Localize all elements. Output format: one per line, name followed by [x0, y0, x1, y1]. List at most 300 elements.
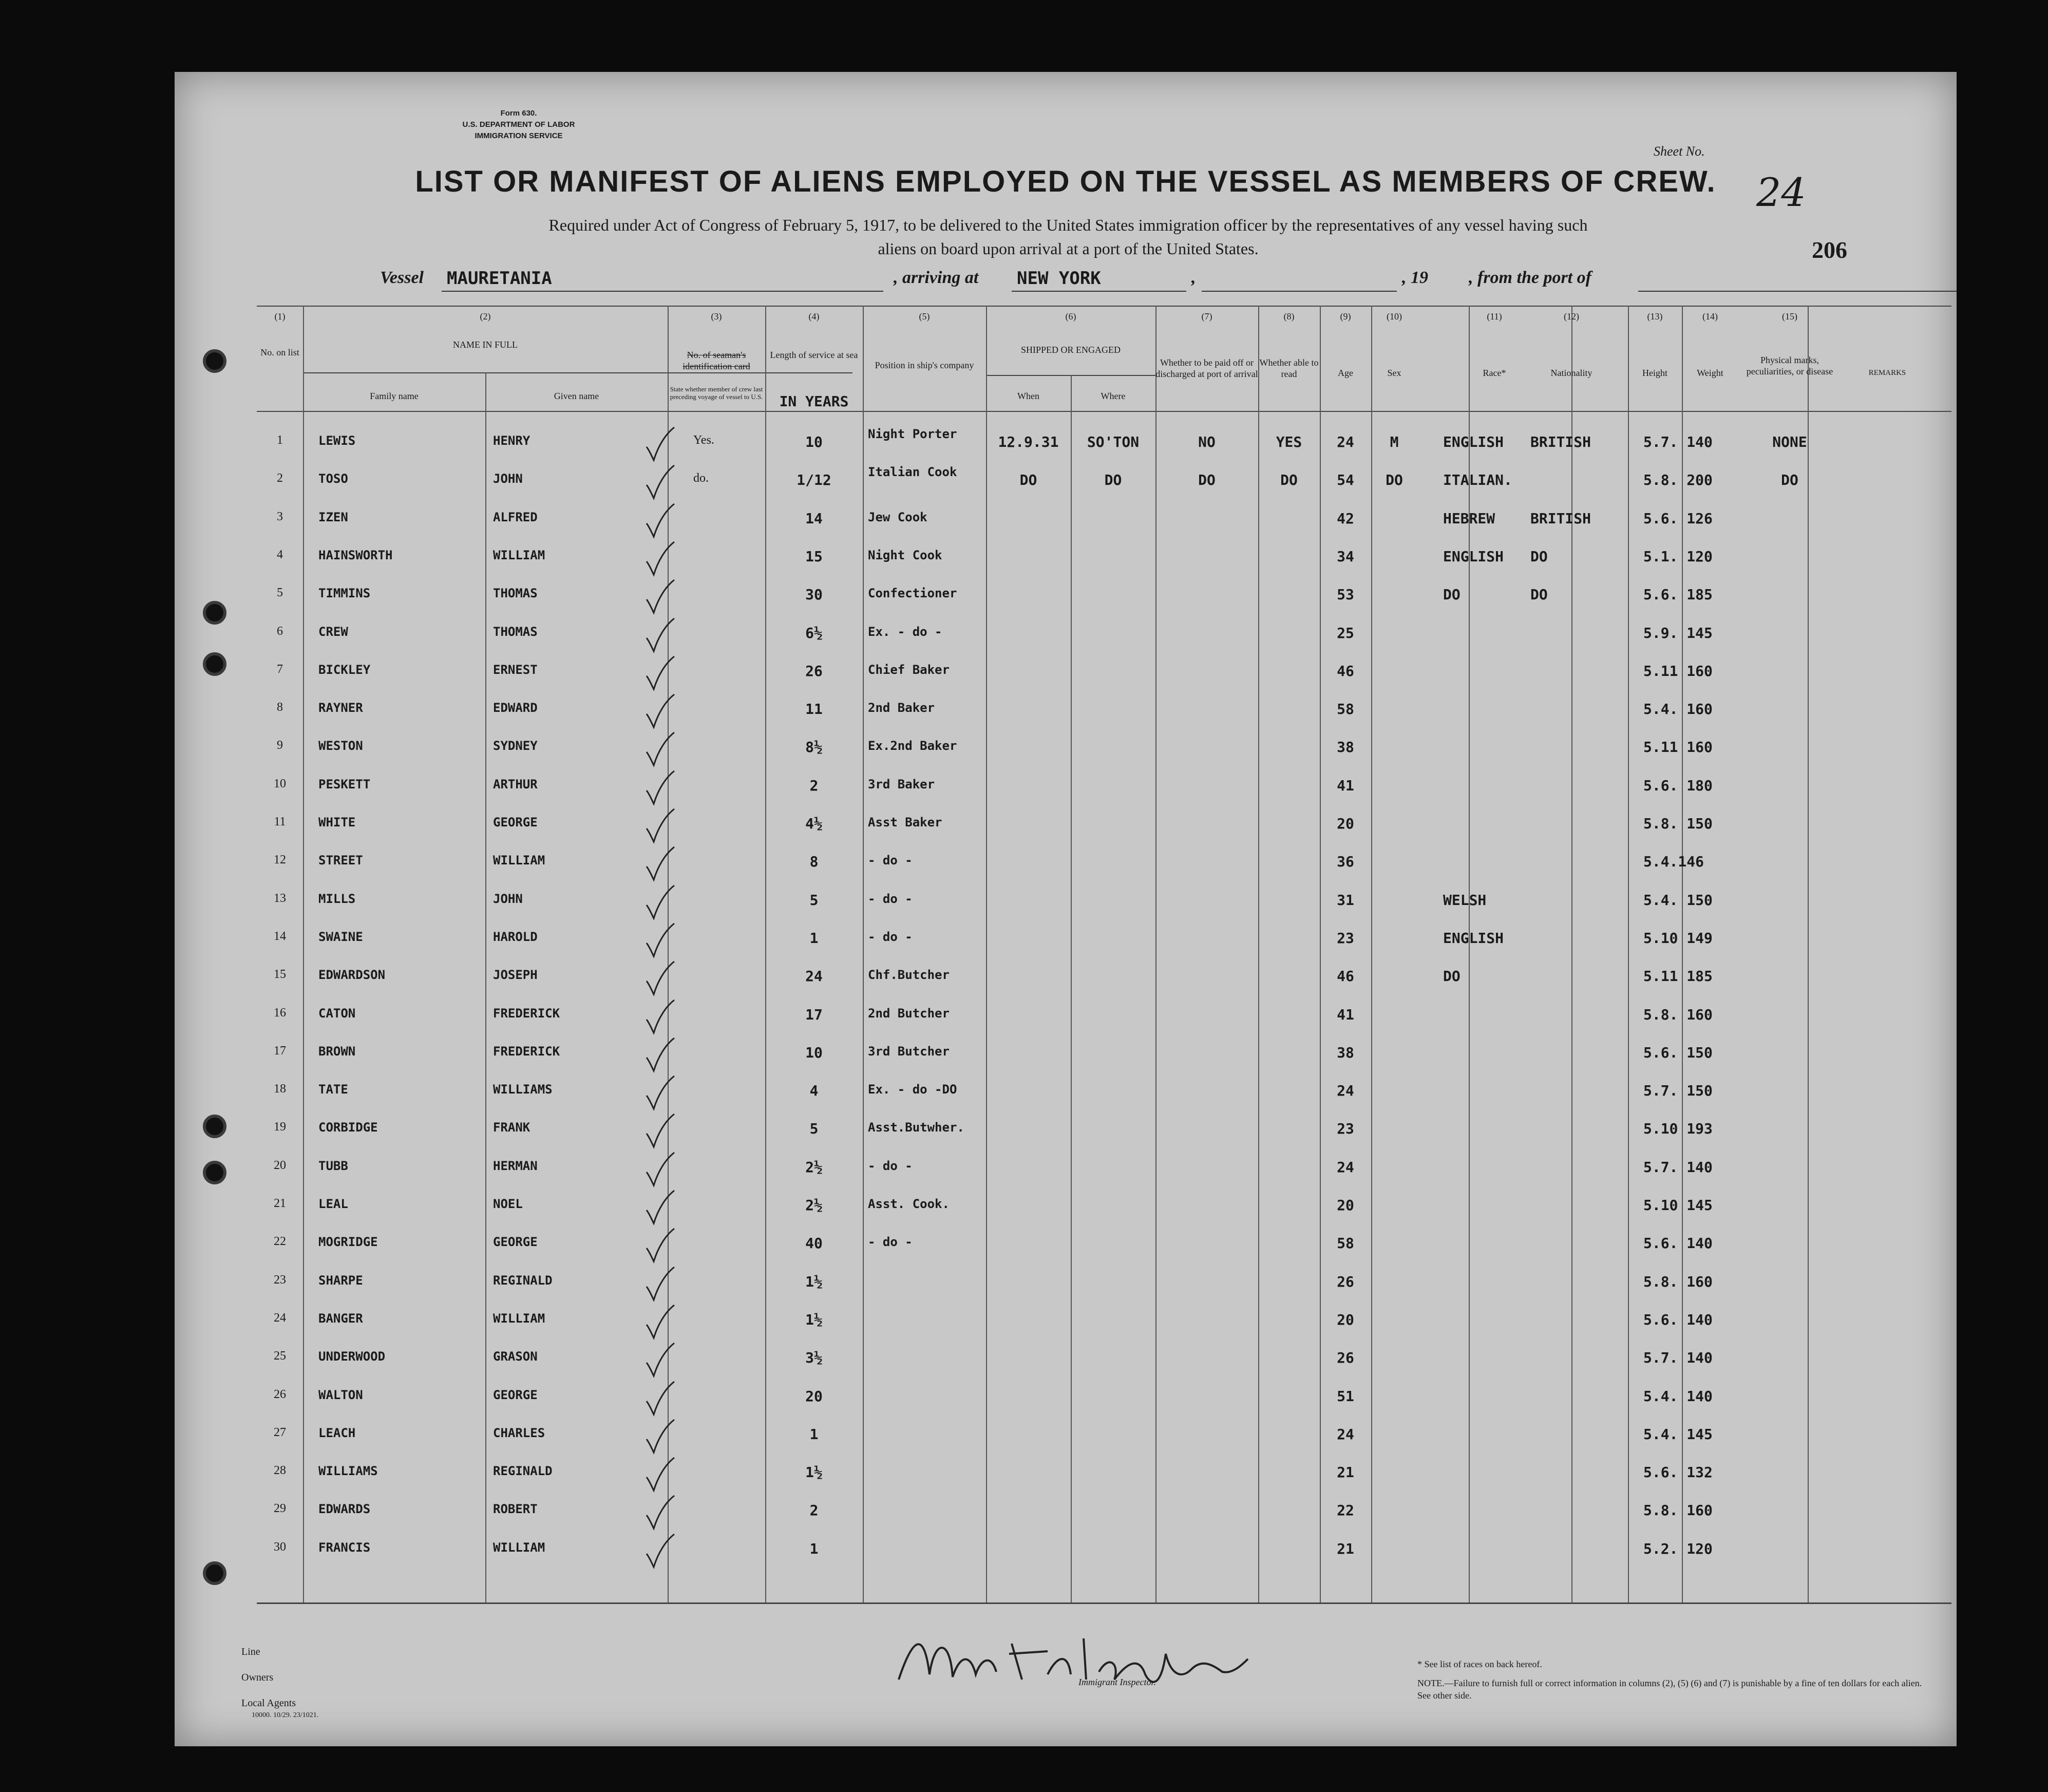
cell-years: 8½	[805, 739, 823, 756]
cell-pos: Jew Cook	[868, 510, 927, 524]
table-row	[175, 999, 1957, 1037]
cell-years: 2½	[805, 1197, 823, 1214]
cell-nat: DO	[1530, 548, 1548, 565]
cell-pos: Asst. Cook.	[868, 1197, 950, 1211]
cell-pos: - do -	[868, 1158, 913, 1173]
cell-age: 41	[1337, 777, 1354, 794]
cell-family: WHITE	[318, 815, 356, 829]
table-row	[175, 1266, 1957, 1304]
col-num-8: (8)	[1283, 311, 1295, 322]
cell-hw: 5.11 185	[1643, 968, 1713, 985]
cell-age: 20	[1337, 815, 1354, 832]
cell-age: 20	[1337, 1311, 1354, 1328]
cell-years: 30	[805, 586, 823, 603]
inspector-label: Immigrant Inspector.	[1078, 1677, 1156, 1687]
cell-family: LEWIS	[318, 433, 356, 448]
form-header	[390, 108, 647, 142]
cell-hw: 5.10 149	[1643, 929, 1713, 947]
cell-no: 15	[274, 968, 286, 982]
check-mark-icon	[644, 1457, 675, 1493]
cell-hw: 5.7. 140	[1643, 1158, 1713, 1176]
cell-pos: Italian Cook	[868, 465, 957, 480]
cell-no: 1	[277, 433, 283, 447]
cell-hw: 5.6. 185	[1643, 586, 1713, 603]
cell-card: Yes.	[693, 433, 714, 447]
col-num-13: (13)	[1647, 311, 1663, 322]
cell-pos: - do -	[868, 1235, 913, 1250]
col-num-7: (7)	[1201, 311, 1212, 322]
table-row	[175, 1381, 1957, 1419]
table-row	[175, 1419, 1957, 1457]
col-num-12: (12)	[1564, 311, 1579, 322]
cell-pos: Ex. - do -	[868, 624, 942, 639]
punch-hole	[203, 1561, 226, 1585]
department: U.S. DEPARTMENT OF LABOR	[462, 120, 575, 129]
cell-phys: DO	[1781, 471, 1798, 489]
check-mark-icon	[644, 770, 675, 806]
cell-given: ERNEST	[493, 662, 538, 677]
cell-given: WILLIAM	[493, 1540, 545, 1555]
cell-years: 20	[805, 1387, 823, 1405]
col-nationality: Nationality	[1550, 368, 1592, 378]
col-no-on-list: No. on list	[260, 347, 299, 357]
col-where: Where	[1101, 391, 1126, 401]
cell-hw: 5.7. 150	[1643, 1082, 1713, 1100]
subtitle-line-2: aliens on board upon arrival at a port of the United States.	[878, 239, 1259, 258]
table-row	[175, 464, 1957, 502]
col-num-1: (1)	[274, 311, 286, 322]
cell-hw: 5.8. 160	[1643, 1006, 1713, 1023]
cell-pos: Confectioner	[868, 586, 957, 601]
col-num-9: (9)	[1340, 311, 1351, 322]
cell-card: do.	[693, 471, 709, 485]
cell-given: JOHN	[493, 891, 523, 906]
cell-pos: Ex. - do -DO	[868, 1082, 957, 1097]
cell-no: 12	[274, 853, 286, 867]
cell-years: 15	[805, 548, 823, 565]
cell-years: 1½	[805, 1464, 823, 1481]
cell-given: SYDNEY	[493, 739, 538, 753]
arriving-label: , arriving at	[894, 268, 979, 287]
cell-hw: 5.9. 145	[1643, 624, 1713, 642]
cell-hw: 5.6. 126	[1643, 510, 1713, 527]
check-mark-icon	[644, 1190, 675, 1225]
cell-age: 36	[1337, 853, 1354, 871]
cell-pos: - do -	[868, 891, 913, 906]
cell-age: 21	[1337, 1540, 1354, 1557]
vessel-line	[380, 268, 1972, 299]
cell-no: 27	[274, 1425, 286, 1439]
cell-given: HAROLD	[493, 929, 538, 944]
table-row	[175, 1190, 1957, 1228]
handwritten-sheet-number: 24	[1756, 169, 1806, 215]
cell-age: 38	[1337, 1044, 1354, 1061]
cell-paid: NO	[1198, 433, 1216, 450]
punch-hole	[203, 1161, 226, 1184]
cell-years: 11	[805, 701, 823, 718]
check-mark-icon	[644, 846, 675, 882]
table-row	[175, 1075, 1957, 1113]
signature-image	[894, 1623, 1253, 1695]
cell-phys: NONE	[1772, 433, 1807, 450]
cell-family: SWAINE	[318, 929, 363, 944]
cell-family: TATE	[318, 1082, 348, 1097]
table-row	[175, 617, 1957, 655]
cell-family: FRANCIS	[318, 1540, 371, 1555]
table-row	[175, 1228, 1957, 1266]
cell-age: 26	[1337, 1349, 1354, 1367]
cell-given: ROBERT	[493, 1502, 538, 1517]
cell-paid: DO	[1198, 471, 1216, 489]
check-mark-icon	[644, 1342, 675, 1378]
cell-family: PESKETT	[318, 777, 371, 791]
cell-age: 34	[1337, 548, 1354, 565]
cell-age: 23	[1337, 1120, 1354, 1138]
cell-no: 9	[277, 739, 283, 752]
cell-hw: 5.1. 120	[1643, 548, 1713, 565]
cell-given: ALFRED	[493, 510, 538, 524]
table-row	[175, 426, 1957, 464]
check-mark-icon	[644, 1075, 675, 1111]
check-mark-icon	[644, 1228, 675, 1263]
cell-given: HERMAN	[493, 1158, 538, 1173]
cell-family: MOGRIDGE	[318, 1235, 378, 1250]
col-num-4: (4)	[808, 311, 820, 322]
punch-hole	[203, 1115, 226, 1138]
cell-years: 1	[809, 1540, 819, 1557]
col-num-10: (10)	[1387, 311, 1402, 322]
print-code: 10000. 10/29. 23/1021.	[252, 1711, 319, 1719]
cell-no: 26	[274, 1387, 286, 1401]
table-row	[175, 1113, 1957, 1151]
col-physical: Physical marks, peculiarities, or disease	[1746, 355, 1833, 376]
cell-age: 46	[1337, 662, 1354, 680]
cell-given: JOSEPH	[493, 968, 538, 983]
check-mark-icon	[644, 426, 675, 462]
table-row	[175, 1304, 1957, 1342]
table-row	[175, 1037, 1957, 1075]
cell-hw: 5.6. 132	[1643, 1464, 1713, 1481]
page-number: 206	[1812, 237, 1847, 263]
cell-pos: Night Porter	[868, 427, 957, 441]
col-weight: Weight	[1697, 368, 1723, 378]
check-mark-icon	[644, 541, 675, 577]
cell-race: ENGLISH	[1443, 929, 1504, 947]
col-num-11: (11)	[1487, 311, 1502, 322]
col-remarks: REMARKS	[1868, 369, 1906, 377]
cell-read: DO	[1280, 471, 1298, 489]
cell-family: CORBIDGE	[318, 1120, 378, 1135]
cell-race: ENGLISH	[1443, 433, 1504, 450]
cell-family: RAYNER	[318, 701, 363, 715]
punch-hole	[203, 601, 226, 625]
cell-when: DO	[1019, 471, 1037, 489]
cell-no: 13	[274, 891, 286, 905]
manifest-page	[175, 72, 1957, 1746]
cell-hw: 5.10 193	[1643, 1120, 1713, 1138]
footer-agents: Local Agents	[241, 1697, 296, 1709]
comma: ,	[1191, 268, 1196, 287]
cell-hw: 5.4. 140	[1643, 1387, 1713, 1405]
check-mark-icon	[644, 464, 675, 500]
cell-family: WALTON	[318, 1387, 363, 1402]
cell-family: WESTON	[318, 739, 363, 753]
col-name-in-full: NAME IN FULL	[453, 339, 518, 350]
cell-hw: 5.11 160	[1643, 739, 1713, 756]
cell-no: 28	[274, 1464, 286, 1478]
col-in-years: IN YEARS	[779, 393, 849, 410]
cell-where: SO'TON	[1087, 433, 1140, 450]
cell-given: THOMAS	[493, 624, 538, 639]
check-mark-icon	[644, 808, 675, 844]
cell-family: EDWARDS	[318, 1502, 371, 1517]
col-num-15: (15)	[1782, 311, 1797, 322]
cell-family: STREET	[318, 853, 363, 868]
check-mark-icon	[644, 1266, 675, 1302]
cell-given: FRANK	[493, 1120, 530, 1135]
check-mark-icon	[644, 655, 675, 691]
table-row	[175, 541, 1957, 579]
col-num-2: (2)	[480, 311, 491, 322]
check-mark-icon	[644, 922, 675, 958]
cell-hw: 5.8. 160	[1643, 1273, 1713, 1290]
cell-no: 2	[277, 471, 283, 485]
col-height: Height	[1642, 368, 1667, 378]
cell-given: ARTHUR	[493, 777, 538, 791]
cell-no: 5	[277, 586, 283, 600]
cell-race: DO	[1443, 586, 1461, 603]
cell-no: 4	[277, 548, 283, 561]
cell-where: DO	[1104, 471, 1122, 489]
table-row	[175, 693, 1957, 731]
cell-given: EDWARD	[493, 701, 538, 715]
cell-family: UNDERWOOD	[318, 1349, 386, 1364]
table-row	[175, 655, 1957, 693]
cell-age: 51	[1337, 1387, 1354, 1405]
cell-age: 41	[1337, 1006, 1354, 1023]
cell-family: BROWN	[318, 1044, 356, 1059]
col-num-6: (6)	[1065, 311, 1076, 322]
cell-race: ITALIAN.	[1443, 471, 1512, 489]
cell-no: 25	[274, 1349, 286, 1363]
col-num-14: (14)	[1702, 311, 1718, 322]
table-row	[175, 1457, 1957, 1495]
cell-race: WELSH	[1443, 891, 1487, 909]
table-row	[175, 884, 1957, 922]
cell-pos: - do -	[868, 929, 913, 944]
cell-given: GEORGE	[493, 815, 538, 829]
cell-nat: DO	[1530, 586, 1548, 603]
cell-given: GEORGE	[493, 1387, 538, 1402]
cell-family: TOSO	[318, 471, 348, 486]
cell-hw: 5.8. 150	[1643, 815, 1713, 832]
page-title: LIST OR MANIFEST OF ALIENS EMPLOYED ON THE VESSEL AS MEMBERS OF CREW.	[415, 165, 1716, 198]
vessel-name: MAURETANIA	[447, 268, 552, 289]
col-when: When	[1017, 391, 1039, 401]
cell-years: 1½	[805, 1311, 823, 1328]
cell-no: 17	[274, 1044, 286, 1058]
cell-pos: Chief Baker	[868, 662, 950, 677]
cell-no: 20	[274, 1158, 286, 1172]
cell-years: 2	[809, 1502, 819, 1519]
cell-given: REGINALD	[493, 1464, 553, 1479]
table-row	[175, 922, 1957, 960]
cell-years: 5	[809, 891, 819, 909]
cell-age: 21	[1337, 1464, 1354, 1481]
table-row	[175, 503, 1957, 541]
cell-hw: 5.4. 150	[1643, 891, 1713, 909]
check-mark-icon	[644, 731, 675, 767]
col-age: Age	[1338, 368, 1353, 378]
col-sex: Sex	[1387, 368, 1401, 378]
cell-family: HAINSWORTH	[318, 548, 393, 562]
cell-hw: 5.6. 150	[1643, 1044, 1713, 1061]
cell-hw: 5.8. 200	[1643, 471, 1713, 489]
col-length-service: Length of service at sea	[770, 350, 858, 360]
cell-hw: 5.8. 160	[1643, 1502, 1713, 1519]
col-id-card: No. of seaman's identification card	[682, 350, 750, 371]
cell-read: YES	[1276, 433, 1302, 450]
cell-given: HENRY	[493, 433, 530, 448]
cell-years: 1/12	[797, 471, 831, 489]
table-row	[175, 808, 1957, 846]
footer-owners: Owners	[241, 1672, 274, 1683]
cell-no: 14	[274, 929, 286, 943]
cell-hw: 5.4.146	[1643, 853, 1704, 871]
cell-given: FREDERICK	[493, 1006, 560, 1021]
cell-age: 46	[1337, 968, 1354, 985]
table-row	[175, 960, 1957, 998]
cell-family: CREW	[318, 624, 348, 639]
cell-no: 11	[274, 815, 286, 828]
col-shipped: SHIPPED OR ENGAGED	[1020, 345, 1121, 355]
cell-given: GRASON	[493, 1349, 538, 1364]
cell-family: LEAL	[318, 1197, 348, 1211]
cell-no: 6	[277, 624, 283, 638]
cell-family: LEACH	[318, 1425, 356, 1440]
cell-pos: 3rd Baker	[868, 777, 935, 791]
footer-line: Line	[241, 1646, 260, 1657]
cell-given: REGINALD	[493, 1273, 553, 1288]
cell-family: BANGER	[318, 1311, 363, 1326]
check-mark-icon	[644, 1419, 675, 1455]
cell-race: DO	[1443, 968, 1461, 985]
check-mark-icon	[644, 1037, 675, 1073]
check-mark-icon	[644, 999, 675, 1035]
cell-age: 31	[1337, 891, 1354, 909]
cell-pos: 2nd Butcher	[868, 1006, 950, 1021]
cell-age: 24	[1337, 433, 1354, 450]
cell-pos: 3rd Butcher	[868, 1044, 950, 1059]
cell-pos: 2nd Baker	[868, 701, 935, 715]
cell-age: 24	[1337, 1158, 1354, 1176]
cell-years: 1½	[805, 1273, 823, 1290]
service: IMMIGRATION SERVICE	[475, 131, 563, 140]
cell-age: 25	[1337, 624, 1354, 642]
cell-years: 3½	[805, 1349, 823, 1367]
cell-given: FREDERICK	[493, 1044, 560, 1059]
cell-hw: 5.6. 180	[1643, 777, 1713, 794]
cell-pos: Night Cook	[868, 548, 942, 562]
col-id-card-note: State whether member of crew last preceding voyage of vessel to U.S.	[670, 385, 763, 401]
cell-hw: 5.6. 140	[1643, 1311, 1713, 1328]
cell-family: MILLS	[318, 891, 356, 906]
table-row	[175, 1342, 1957, 1380]
cell-no: 19	[274, 1120, 286, 1134]
cell-race: HEBREW	[1443, 510, 1495, 527]
vessel-label: Vessel	[380, 268, 424, 287]
col-race: Race*	[1483, 368, 1506, 378]
year-label: , 19	[1402, 268, 1428, 287]
check-mark-icon	[644, 617, 675, 653]
subtitle-line-1: Required under Act of Congress of February 5, 1917, to be delivered to the United States immigration officer by the representatives of any vessel having such	[548, 216, 1588, 234]
check-mark-icon	[644, 1113, 675, 1149]
fine-note: NOTE.—Failure to furnish full or correct information in columns (2), (5) (6) and (7) is punishable by a fine of ten dollars for each alien. See other side.	[1417, 1678, 1922, 1701]
cell-years: 2½	[805, 1158, 823, 1176]
cell-no: 16	[274, 1006, 286, 1020]
cell-given: WILLIAM	[493, 548, 545, 562]
cell-race: ENGLISH	[1443, 548, 1504, 565]
check-mark-icon	[644, 1152, 675, 1187]
cell-hw: 5.7. 140	[1643, 433, 1713, 450]
subtitle	[324, 213, 1813, 260]
cell-years: 4	[809, 1082, 819, 1100]
cell-age: 58	[1337, 701, 1354, 718]
cell-given: NOEL	[493, 1197, 523, 1211]
check-mark-icon	[644, 503, 675, 539]
cell-age: 22	[1337, 1502, 1354, 1519]
punch-hole	[203, 652, 226, 676]
cell-hw: 5.7. 140	[1643, 1349, 1713, 1367]
check-mark-icon	[644, 693, 675, 729]
cell-no: 7	[277, 662, 283, 676]
cell-age: 20	[1337, 1197, 1354, 1214]
form-number: Form 630.	[500, 109, 537, 118]
cell-age: 54	[1337, 471, 1354, 489]
col-num-5: (5)	[919, 311, 930, 322]
cell-age: 38	[1337, 739, 1354, 756]
cell-family: CATON	[318, 1006, 356, 1021]
cell-family: WILLIAMS	[318, 1464, 378, 1479]
cell-given: WILLIAM	[493, 1311, 545, 1326]
port-name: NEW YORK	[1017, 268, 1101, 289]
cell-no: 18	[274, 1082, 286, 1096]
cell-no: 22	[274, 1235, 286, 1249]
check-mark-icon	[644, 1304, 675, 1340]
races-note: * See list of races on back hereof.	[1417, 1659, 1542, 1669]
punch-hole	[203, 349, 226, 373]
cell-given: JOHN	[493, 471, 523, 486]
cell-age: 26	[1337, 1273, 1354, 1290]
inspector-signature	[894, 1623, 1253, 1697]
check-mark-icon	[644, 1533, 675, 1569]
cell-years: 14	[805, 510, 823, 527]
check-mark-icon	[644, 579, 675, 615]
from-label: , from the port of	[1469, 268, 1591, 287]
check-mark-icon	[644, 1495, 675, 1531]
cell-pos: Asst.Butwher.	[868, 1120, 964, 1135]
cell-pos: Asst Baker	[868, 815, 942, 829]
cell-given: CHARLES	[493, 1425, 545, 1440]
cell-pos: Ex.2nd Baker	[868, 739, 957, 753]
cell-years: 10	[805, 433, 823, 450]
col-family-name: Family name	[370, 391, 419, 401]
table-row	[175, 1152, 1957, 1190]
cell-hw: 5.10 145	[1643, 1197, 1713, 1214]
cell-no: 23	[274, 1273, 286, 1287]
cell-family: TUBB	[318, 1158, 348, 1173]
cell-years: 10	[805, 1044, 823, 1061]
